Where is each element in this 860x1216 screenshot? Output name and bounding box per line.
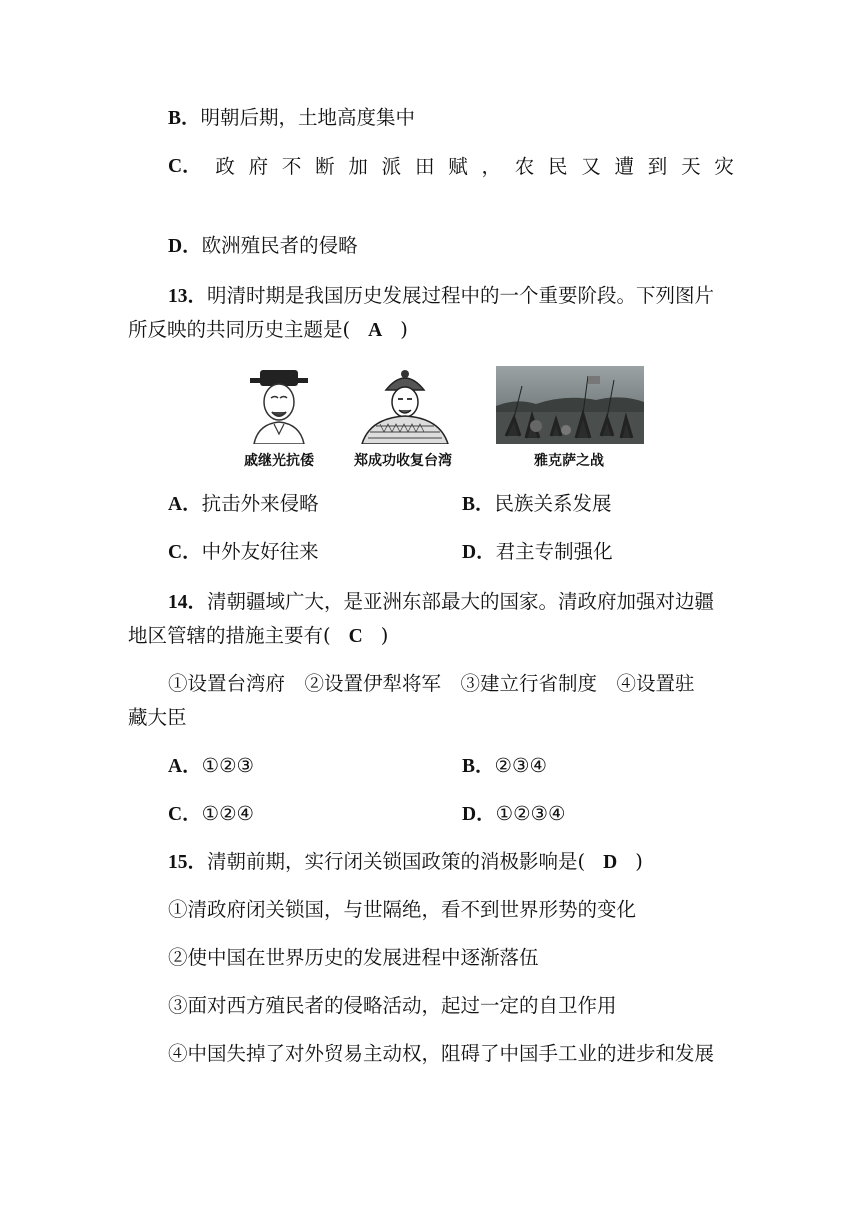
q14-stem-line2: 地区管辖的措施主要有( C ): [128, 624, 389, 647]
option-c: C． 政 府 不 断 加 派 田 赋 ， 农 民 又 遭 到 天 灾: [168, 155, 734, 178]
qi-jiguang-portrait-icon: [244, 366, 314, 444]
q15-number: 15．: [168, 852, 208, 873]
q14-items-line1: ①设置台湾府 ②设置伊犁将军 ③建立行省制度 ④设置驻: [168, 672, 695, 695]
q13-stem-line1: 13．明清时期是我国历史发展过程中的一个重要阶段。下列图片: [168, 284, 715, 307]
option-b: B．明朝后期，土地高度集中: [168, 106, 416, 129]
option-d: D．欧洲殖民者的侵略: [168, 234, 358, 257]
q13-answer: A: [368, 320, 383, 341]
q14-option-c: C．①②④: [168, 802, 255, 825]
option-c-label: C．: [168, 156, 202, 177]
q13-option-b: B．民族关系发展: [462, 492, 612, 515]
q14-number: 14．: [168, 592, 208, 613]
q15-item-3: ③面对西方殖民者的侵略活动，起过一定的自卫作用: [168, 994, 617, 1017]
q14-option-d: D．①②③④: [462, 802, 566, 825]
caption-zheng-chenggong: 郑成功收复台湾: [354, 453, 452, 469]
q15-stem: 15．清朝前期，实行闭关锁国政策的消极影响是( D ): [168, 850, 643, 873]
zheng-chenggong-portrait-icon: [356, 366, 454, 444]
q14-stem-line1: 14．清朝疆域广大，是亚洲东部最大的国家。清政府加强对边疆: [168, 590, 715, 613]
q13-option-c: C．中外友好往来: [168, 540, 319, 563]
q15-item-2: ②使中国在世界历史的发展进程中逐渐落伍: [168, 946, 539, 969]
q14-items-line2: 藏大臣: [128, 706, 187, 729]
q14-option-b: B．②③④: [462, 754, 547, 777]
q13-figures: [244, 366, 644, 468]
q13-stem-line2: 所反映的共同历史主题是( A ): [128, 318, 408, 341]
q15-item-4: ④中国失掉了对外贸易主动权，阻碍了中国手工业的进步和发展: [168, 1042, 715, 1065]
yakesa-battle-painting-icon: [496, 366, 644, 444]
q14-option-a: A．①②③: [168, 754, 255, 777]
q14-answer: C: [348, 626, 363, 647]
caption-yakesa: 雅克萨之战: [534, 453, 604, 469]
q15-item-1: ①清政府闭关锁国，与世隔绝，看不到世界形势的变化: [168, 898, 637, 921]
q13-number: 13．: [168, 286, 208, 307]
q13-option-d: D．君主专制强化: [462, 540, 613, 563]
q13-option-a: A．抗击外来侵略: [168, 492, 319, 515]
caption-qi-jiguang: 戚继光抗倭: [244, 453, 314, 469]
q15-answer: D: [603, 852, 618, 873]
